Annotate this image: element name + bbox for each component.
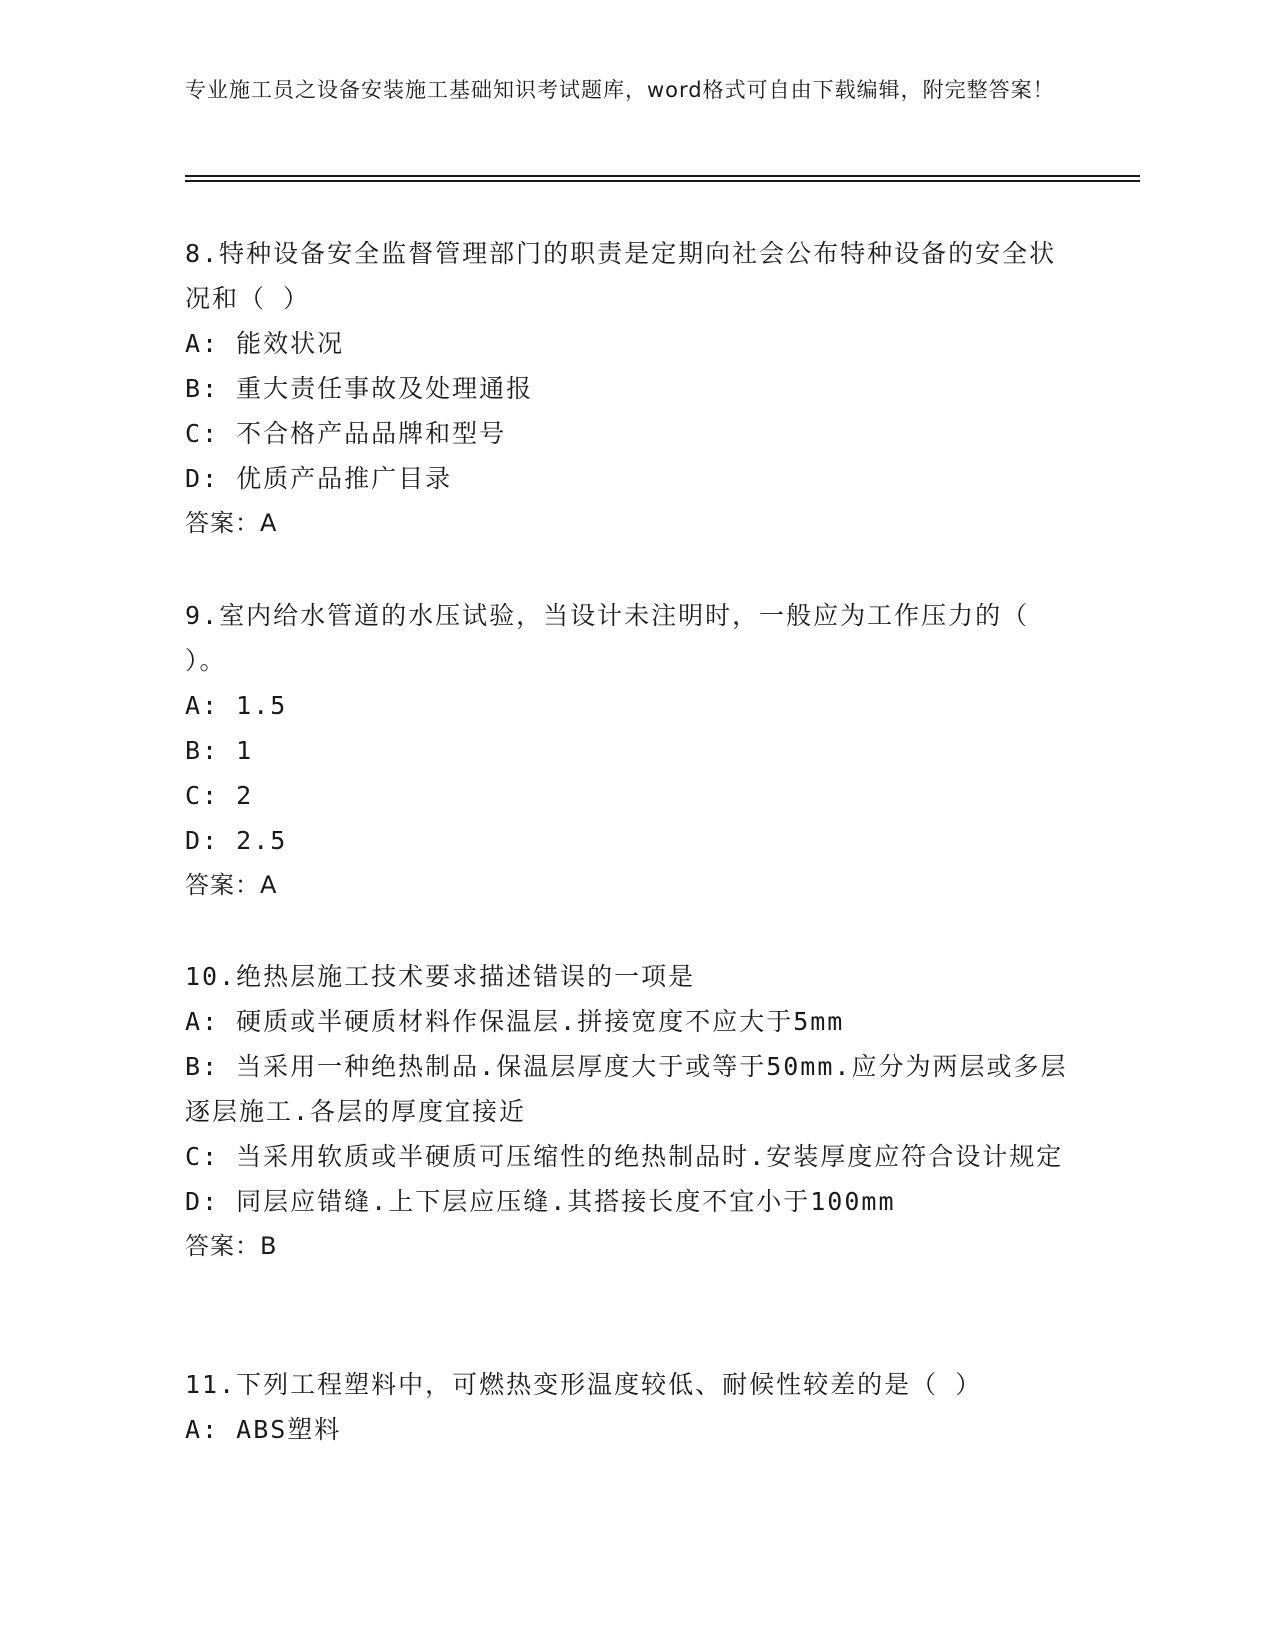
answer-line: 答案：A (185, 871, 278, 899)
option-a: A: 1.5 (185, 691, 288, 720)
question-stem: 8.特种设备安全监督管理部门的职责是定期向社会公布特种设备的安全状况和（ ） (185, 239, 1057, 313)
option-c: C: 2 (185, 781, 254, 810)
question-stem: 11.下列工程塑料中，可燃热变形温度较低、耐候性较差的是（ ） (185, 1370, 983, 1399)
option-a: A: ABS塑料 (185, 1415, 342, 1444)
option-a: A: 能效状况 (185, 329, 345, 358)
option-d: D: 优质产品推广目录 (185, 464, 453, 493)
question-9 (185, 593, 1075, 908)
option-a: A: 硬质或半硬质材料作保温层.拼接宽度不应大于5mm (185, 1007, 845, 1036)
option-d: D: 同层应错缝.上下层应压缝.其搭接长度不宜小于100mm (185, 1187, 896, 1216)
answer-line: 答案：A (185, 509, 278, 537)
question-11 (185, 1362, 1075, 1452)
option-b: B: 当采用一种绝热制品.保温层厚度大于或等于50mm.应分为两层或多层逐层施工.各层的厚度宜接近 (185, 1052, 1068, 1126)
option-c: C: 当采用软质或半硬质可压缩性的绝热制品时.安装厚度应符合设计规定 (185, 1142, 1064, 1171)
question-stem: 9.室内给水管道的水压试验，当设计未注明时，一般应为工作压力的（ ）。 (185, 601, 1030, 675)
option-c: C: 不合格产品品牌和型号 (185, 419, 507, 448)
option-b: B: 1 (185, 736, 254, 765)
header-divider-bottom (185, 180, 1140, 182)
header-divider-top (185, 175, 1140, 177)
option-d: D: 2.5 (185, 826, 288, 855)
answer-line: 答案：B (185, 1232, 278, 1260)
question-8 (185, 231, 1075, 546)
question-10 (185, 954, 1075, 1269)
document-header: 专业施工员之设备安装施工基础知识考试题库，word格式可自由下载编辑，附完整答案！ (185, 78, 1055, 102)
option-b: B: 重大责任事故及处理通报 (185, 374, 534, 403)
question-stem: 10.绝热层施工技术要求描述错误的一项是 (185, 962, 696, 991)
